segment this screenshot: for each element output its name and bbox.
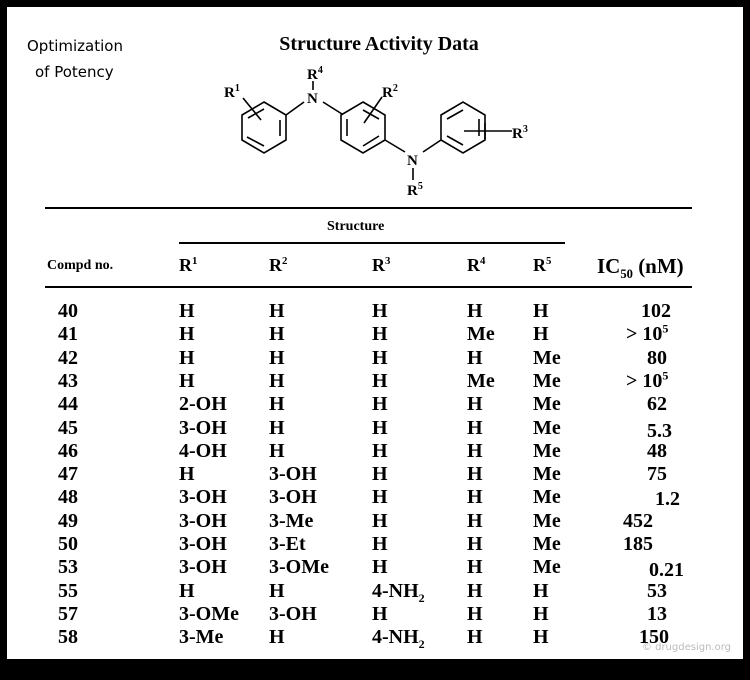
row-47-ic50: 75 [647, 463, 667, 486]
row-55-r3: $4-NH_2$ [372, 579, 425, 605]
row-40-r2: H [269, 300, 285, 322]
n-atom-top: N [307, 91, 318, 107]
header-rule [45, 286, 692, 288]
row-42-r1: H [179, 346, 195, 369]
row-57-r4: H [467, 602, 483, 625]
row-58-r5: H [533, 626, 549, 649]
row-45-r1: 3-OH [179, 416, 227, 439]
row-45-r5: Me [533, 416, 561, 439]
slide [7, 7, 743, 659]
row-50-r5: Me [533, 533, 561, 555]
row-47-no: 47 [58, 463, 78, 486]
row-53-r4: H [467, 556, 483, 579]
row-43-r3: H [372, 369, 388, 392]
row-48-r1: 3-OH [179, 486, 227, 509]
row-46-r5: Me [533, 439, 561, 462]
row-53-r1: 3-OH [179, 556, 227, 579]
row-55-r2: H [269, 579, 285, 602]
row-43-r2: H [269, 369, 285, 392]
row-44-r2: H [269, 393, 285, 416]
row-40-no: 40 [58, 300, 78, 322]
row-41-r3: H [372, 323, 388, 346]
row-50-r3: H [372, 533, 388, 555]
side-note-line-2: of Potency [35, 63, 114, 81]
row-48-r5: Me [533, 486, 561, 509]
row-40-ic50: 102 [641, 300, 671, 322]
row-42-r2: H [269, 346, 285, 369]
row-46-r4: H [467, 439, 483, 462]
r4-label: $R^4$ [307, 65, 323, 83]
row-42-r3: H [372, 346, 388, 369]
r1-header: $R^1$ [179, 255, 198, 275]
r5-label: $R^5$ [407, 181, 423, 199]
row-48-r4: H [467, 486, 483, 509]
row-55-r5: H [533, 579, 549, 602]
row-49-ic50: 452 [623, 509, 653, 532]
r3-header: $R^3$ [372, 255, 391, 275]
row-40-r1: H [179, 300, 195, 322]
r4-header: $R^4$ [467, 255, 486, 275]
row-43-no: 43 [58, 369, 78, 392]
row-57-ic50: 13 [647, 602, 667, 625]
n-atom-bottom: N [407, 153, 418, 169]
row-47-r1: H [179, 463, 195, 486]
r2-label: $R^2$ [382, 83, 398, 101]
row-50-ic50: 185 [623, 533, 653, 555]
ic50-header: $IC_{50}$ (nM) [597, 254, 684, 282]
row-47-r2: 3-OH [269, 463, 317, 486]
row-57-r5: H [533, 602, 549, 625]
row-41-r1: H [179, 323, 195, 346]
row-57-r3: H [372, 602, 388, 625]
row-49-r2: 3-Me [269, 509, 314, 532]
row-46-r1: 4-OH [179, 439, 227, 462]
row-53-r2: 3-OMe [269, 556, 329, 579]
row-45-no: 45 [58, 416, 78, 439]
row-45-r2: H [269, 416, 285, 439]
row-43-ic50: > $10^5$ [626, 368, 669, 392]
row-45-ic50: 5.3 [647, 419, 672, 442]
row-44-ic50: 62 [647, 393, 667, 416]
r5-header: $R^5$ [533, 255, 552, 275]
row-49-r3: H [372, 509, 388, 532]
row-57-r2: 3-OH [269, 602, 317, 625]
row-49-r5: Me [533, 509, 561, 532]
row-47-r5: Me [533, 463, 561, 486]
row-48-r3: H [372, 486, 388, 509]
copyright: © drugdesign.org [641, 642, 731, 653]
row-44-no: 44 [58, 393, 78, 416]
row-48-no: 48 [58, 486, 78, 509]
row-57-no: 57 [58, 602, 78, 625]
row-47-r3: H [372, 463, 388, 486]
row-42-ic50: 80 [647, 346, 667, 369]
row-41-r2: H [269, 323, 285, 346]
row-43-r1: H [179, 369, 195, 392]
row-47-r4: H [467, 463, 483, 486]
row-50-r4: H [467, 533, 483, 555]
structure-group-header: Structure [327, 219, 385, 234]
title-wrap [7, 33, 743, 56]
row-46-ic50: 48 [647, 439, 667, 462]
row-41-no: 41 [58, 323, 78, 346]
row-50-no: 50 [58, 533, 78, 555]
row-41-r4: Me [467, 323, 495, 346]
row-57-r1: 3-OMe [179, 602, 239, 625]
r1-label: $R^1$ [224, 83, 240, 101]
row-58-ic50: 150 [639, 626, 669, 649]
row-43-r5: Me [533, 369, 561, 392]
compd-header: Compd no. [47, 258, 114, 273]
row-58-r1: 3-Me [179, 626, 224, 649]
row-50-r2: 3-Et [269, 533, 306, 555]
page-title: Structure Activity Data [279, 33, 479, 55]
row-49-no: 49 [58, 509, 78, 532]
row-55-r4: H [467, 579, 483, 602]
row-53-no: 53 [58, 556, 78, 579]
row-49-r1: 3-OH [179, 509, 227, 532]
row-55-ic50: 53 [647, 579, 667, 602]
row-40-r5: H [533, 300, 549, 322]
row-41-ic50: > $10^5$ [626, 321, 669, 346]
row-53-r5: Me [533, 556, 561, 579]
row-42-no: 42 [58, 346, 78, 369]
structure-rule [179, 242, 565, 244]
row-42-r5: Me [533, 346, 561, 369]
row-46-no: 46 [58, 439, 78, 462]
row-42-r4: H [467, 346, 483, 369]
row-43-r4: Me [467, 369, 495, 392]
row-58-no: 58 [58, 626, 78, 649]
row-46-r3: H [372, 439, 388, 462]
row-45-r4: H [467, 416, 483, 439]
row-58-r4: H [467, 626, 483, 649]
row-55-r1: H [179, 579, 195, 602]
row-46-r2: H [269, 439, 285, 462]
row-58-r2: H [269, 626, 285, 649]
side-note-line-1: Optimization [27, 37, 123, 55]
chemical-structure [182, 55, 552, 205]
row-55-no: 55 [58, 579, 78, 602]
row-53-r3: H [372, 556, 388, 579]
row-44-r1: 2-OH [179, 393, 227, 416]
row-50-r1: 3-OH [179, 533, 227, 555]
row-45-r3: H [372, 416, 388, 439]
row-58-r3: $4-NH_2$ [372, 626, 425, 652]
row-48-ic50: 1.2 [655, 488, 680, 511]
row-49-r4: H [467, 509, 483, 532]
row-44-r3: H [372, 393, 388, 416]
row-40-r4: H [467, 300, 483, 322]
row-41-r5: H [533, 323, 549, 346]
r2-header: $R^2$ [269, 255, 288, 275]
row-53-ic50: 0.21 [649, 559, 684, 582]
row-44-r4: H [467, 393, 483, 416]
row-44-r5: Me [533, 393, 561, 416]
r3-label: $R^3$ [512, 124, 528, 142]
row-48-r2: 3-OH [269, 486, 317, 509]
row-40-r3: H [372, 300, 388, 322]
top-rule [45, 207, 692, 209]
